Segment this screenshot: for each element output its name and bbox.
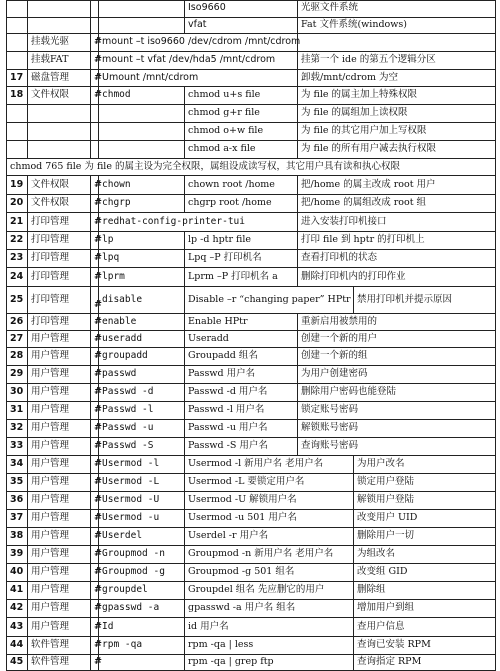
table-row bbox=[6, 232, 496, 250]
description-cell: 为 file 的其它用户加上写权限 bbox=[297, 123, 496, 140]
row-number: 35 bbox=[6, 474, 27, 491]
table-row bbox=[6, 314, 496, 331]
row-number: 20 bbox=[6, 195, 27, 212]
description-cell: Fat 文件系统(windows) bbox=[297, 18, 496, 33]
category-cell: 用户管理 bbox=[27, 384, 90, 401]
command-cell: lp bbox=[98, 232, 184, 249]
category-cell: 用户管理 bbox=[27, 564, 90, 581]
row-number: 31 bbox=[6, 402, 27, 419]
category-cell: 用户管理 bbox=[27, 438, 90, 455]
row-number: 32 bbox=[6, 420, 27, 437]
command-cell: gpasswd -a bbox=[98, 600, 184, 617]
category-cell bbox=[27, 123, 90, 140]
prompt-mark: # bbox=[90, 492, 98, 509]
row-number bbox=[6, 34, 27, 51]
command-cell: mount –t iso9660 /dev/cdrom /mnt/cdrom bbox=[98, 34, 297, 51]
command-cell: redhat-config-printer-tui bbox=[98, 213, 297, 231]
prompt-mark: # bbox=[90, 87, 98, 104]
row-number: 23 bbox=[6, 250, 27, 267]
category-cell: 文件权限 bbox=[27, 195, 90, 212]
table-row bbox=[6, 141, 496, 159]
prompt-mark: # bbox=[90, 176, 98, 194]
row-number: 19 bbox=[6, 176, 27, 194]
table-row bbox=[6, 366, 496, 384]
example-cell: chmod a-x file bbox=[184, 141, 297, 158]
description-cell: 挂第一个 ide 的第五个逻辑分区 bbox=[297, 52, 496, 69]
prompt-mark: # bbox=[90, 366, 98, 383]
table-row bbox=[6, 159, 496, 176]
table-row bbox=[6, 34, 496, 52]
example-cell: Passwd 用户名 bbox=[184, 366, 297, 383]
prompt-mark: # bbox=[90, 314, 98, 330]
prompt-mark: # bbox=[90, 600, 98, 617]
command-cell: Usermod -l bbox=[98, 456, 184, 473]
example-cell: Enable HPtr bbox=[184, 314, 297, 330]
example-cell: Groupdel 组名 先应删它的用户 bbox=[184, 582, 353, 599]
table-row bbox=[6, 456, 496, 474]
prompt-mark: # bbox=[90, 213, 98, 231]
example-cell: Passwd -l 用户名 bbox=[184, 402, 297, 419]
table-row bbox=[6, 492, 496, 510]
category-cell: 磁盘管理 bbox=[27, 70, 90, 86]
description-cell: 卸载/mnt/cdrom 为空 bbox=[297, 70, 496, 86]
row-number: 18 bbox=[6, 87, 27, 104]
row-number: 42 bbox=[6, 600, 27, 617]
example-cell: Usermod -u 501 用户名 bbox=[184, 510, 353, 527]
prompt-mark: # bbox=[90, 331, 98, 347]
description-cell: 进入安装打印机接口 bbox=[297, 213, 496, 231]
command-cell: chgrp bbox=[98, 195, 184, 212]
category-cell: 打印管理 bbox=[27, 268, 90, 286]
command-cell: passwd bbox=[98, 366, 184, 383]
row-number: 25 bbox=[6, 287, 27, 313]
category-cell bbox=[27, 0, 90, 17]
table-row bbox=[6, 70, 496, 87]
category-cell: 打印管理 bbox=[27, 232, 90, 249]
table-row bbox=[6, 176, 496, 195]
description-cell: 重新启用被禁用的 bbox=[297, 314, 496, 330]
row-number: 28 bbox=[6, 348, 27, 365]
table-row bbox=[6, 637, 496, 655]
category-cell: 用户管理 bbox=[27, 528, 90, 545]
command-cell: lpq bbox=[98, 250, 184, 267]
row-number: 29 bbox=[6, 366, 27, 383]
prompt-mark: # bbox=[90, 402, 98, 419]
example-cell: vfat bbox=[184, 18, 297, 33]
note-cell: 查用户信息 bbox=[353, 618, 496, 636]
example-cell: Passwd -u 用户名 bbox=[184, 420, 297, 437]
description-cell: 为 file 的属主加上特殊权限 bbox=[297, 87, 496, 104]
description-cell: 打印 file 到 hptr 的打印机上 bbox=[297, 232, 496, 249]
note-cell: 改变组 GID bbox=[353, 564, 496, 581]
row-number bbox=[6, 52, 27, 69]
prompt-mark: # bbox=[90, 655, 98, 670]
example-cell: chgrp root /home bbox=[184, 195, 297, 212]
command-cell bbox=[98, 105, 184, 122]
category-cell: 用户管理 bbox=[27, 366, 90, 383]
table-row bbox=[6, 546, 496, 564]
example-cell: chmod o+w file bbox=[184, 123, 297, 140]
command-cell bbox=[98, 18, 184, 33]
note-cell: 查询已安装 RPM bbox=[353, 637, 496, 654]
command-cell: disable bbox=[98, 287, 184, 313]
category-cell: 打印管理 bbox=[27, 287, 90, 313]
command-cell: rpm -qa bbox=[98, 637, 184, 654]
prompt-mark bbox=[90, 105, 98, 122]
category-cell: 用户管理 bbox=[27, 474, 90, 491]
prompt-mark: # bbox=[90, 232, 98, 249]
row-number bbox=[6, 18, 27, 33]
prompt-mark bbox=[90, 123, 98, 140]
description-cell: 删除打印机内的打印作业 bbox=[297, 268, 496, 286]
row-number: 45 bbox=[6, 655, 27, 670]
example-cell: Groupmod -n 新用户名 老用户名 bbox=[184, 546, 353, 563]
command-cell: lprm bbox=[98, 268, 184, 286]
category-cell bbox=[27, 141, 90, 158]
table-row bbox=[6, 331, 496, 348]
category-cell: 软件管理 bbox=[27, 655, 90, 670]
example-cell: rpm -qa | less bbox=[184, 637, 353, 654]
command-cell: Passwd -u bbox=[98, 420, 184, 437]
command-cell: Usermod -U bbox=[98, 492, 184, 509]
description-cell: 为 file 的属组加上读权限 bbox=[297, 105, 496, 122]
table-row bbox=[6, 384, 496, 402]
description-cell: 创建一个新的组 bbox=[297, 348, 496, 365]
prompt-mark bbox=[90, 141, 98, 158]
command-cell bbox=[98, 655, 184, 670]
row-number bbox=[6, 105, 27, 122]
prompt-mark: # bbox=[90, 250, 98, 267]
command-cell: Umount /mnt/cdrom bbox=[98, 70, 297, 86]
table-row bbox=[6, 438, 496, 456]
command-cell: Groupmod -g bbox=[98, 564, 184, 581]
example-cell: lp -d hptr file bbox=[184, 232, 297, 249]
row-number: 39 bbox=[6, 546, 27, 563]
prompt-mark: # bbox=[90, 564, 98, 581]
prompt-mark bbox=[90, 18, 98, 33]
prompt-mark: # bbox=[90, 268, 98, 286]
description-cell: 锁定账号密码 bbox=[297, 402, 496, 419]
row-number: 26 bbox=[6, 314, 27, 330]
table-row bbox=[6, 213, 496, 232]
category-cell: 用户管理 bbox=[27, 456, 90, 473]
category-cell: 打印管理 bbox=[27, 314, 90, 330]
category-cell: 用户管理 bbox=[27, 546, 90, 563]
table-row bbox=[6, 582, 496, 600]
category-cell: 用户管理 bbox=[27, 402, 90, 419]
note-cell: 为组改名 bbox=[353, 546, 496, 563]
prompt-mark: # bbox=[90, 195, 98, 212]
prompt-mark: # bbox=[90, 70, 98, 86]
full-width-note: chmod 765 file 为 file 的属主设为完全权限，属组设成读写权，其它用户具有读和执心权限 bbox=[6, 159, 496, 175]
command-cell: Usermod -u bbox=[98, 510, 184, 527]
example-cell: Groupmod -g 501 组名 bbox=[184, 564, 353, 581]
table-row bbox=[6, 600, 496, 618]
category-cell: 用户管理 bbox=[27, 348, 90, 365]
row-number: 41 bbox=[6, 582, 27, 599]
category-cell: 用户管理 bbox=[27, 582, 90, 599]
description-cell: 查看打印机的状态 bbox=[297, 250, 496, 267]
row-number: 37 bbox=[6, 510, 27, 527]
example-cell: Useradd bbox=[184, 331, 297, 347]
example-cell: Usermod -U 解锁用户名 bbox=[184, 492, 353, 509]
table-row bbox=[6, 268, 496, 287]
command-cell: chown bbox=[98, 176, 184, 194]
example-cell: Groupadd 组名 bbox=[184, 348, 297, 365]
category-cell: 用户管理 bbox=[27, 492, 90, 509]
category-cell: 用户管理 bbox=[27, 510, 90, 527]
table-row bbox=[6, 402, 496, 420]
prompt-mark: # bbox=[90, 287, 98, 313]
description-cell bbox=[297, 34, 496, 51]
description-cell: 为 file 的所有用户减去执行权限 bbox=[297, 141, 496, 158]
command-cell bbox=[98, 0, 184, 17]
table-row bbox=[6, 564, 496, 582]
note-cell: 增加用户到组 bbox=[353, 600, 496, 617]
example-cell: id 用户名 bbox=[184, 618, 353, 636]
category-cell bbox=[27, 105, 90, 122]
row-number: 38 bbox=[6, 528, 27, 545]
row-number: 21 bbox=[6, 213, 27, 231]
row-number bbox=[6, 123, 27, 140]
example-cell: Passwd -d 用户名 bbox=[184, 384, 297, 401]
note-cell: 锁定用户登陆 bbox=[353, 474, 496, 491]
table-row bbox=[6, 0, 496, 18]
description-cell: 把/home 的属主改成 root 用户 bbox=[297, 176, 496, 194]
table-row bbox=[6, 18, 496, 34]
prompt-mark: # bbox=[90, 420, 98, 437]
example-cell: Userdel -r 用户名 bbox=[184, 528, 353, 545]
command-cell: Usermod -L bbox=[98, 474, 184, 491]
row-number bbox=[6, 0, 27, 17]
table-row bbox=[6, 287, 496, 314]
row-number: 24 bbox=[6, 268, 27, 286]
row-number: 33 bbox=[6, 438, 27, 455]
table-row bbox=[6, 474, 496, 492]
prompt-mark: # bbox=[90, 618, 98, 636]
prompt-mark: # bbox=[90, 474, 98, 491]
example-cell: Iso9660 bbox=[184, 0, 297, 17]
command-cell bbox=[98, 123, 184, 140]
row-number: 36 bbox=[6, 492, 27, 509]
prompt-mark bbox=[90, 0, 98, 17]
category-cell: 打印管理 bbox=[27, 213, 90, 231]
row-number: 34 bbox=[6, 456, 27, 473]
command-cell: Userdel bbox=[98, 528, 184, 545]
command-cell: groupadd bbox=[98, 348, 184, 365]
row-number: 27 bbox=[6, 331, 27, 347]
category-cell: 软件管理 bbox=[27, 637, 90, 654]
description-cell: 删除用户密码也能登陆 bbox=[297, 384, 496, 401]
row-number: 43 bbox=[6, 618, 27, 636]
command-cell: enable bbox=[98, 314, 184, 330]
table-row bbox=[6, 250, 496, 268]
command-cell: useradd bbox=[98, 331, 184, 347]
example-cell: chmod g+r file bbox=[184, 105, 297, 122]
prompt-mark: # bbox=[90, 34, 98, 51]
row-number: 30 bbox=[6, 384, 27, 401]
prompt-mark: # bbox=[90, 348, 98, 365]
category-cell: 打印管理 bbox=[27, 250, 90, 267]
command-cell: Groupmod -n bbox=[98, 546, 184, 563]
prompt-mark: # bbox=[90, 528, 98, 545]
note-cell: 删除组 bbox=[353, 582, 496, 599]
description-cell: 查询账号密码 bbox=[297, 438, 496, 455]
command-cell: Passwd -l bbox=[98, 402, 184, 419]
description-cell: 把/home 的属组改成 root 组 bbox=[297, 195, 496, 212]
category-cell bbox=[27, 18, 90, 33]
description-cell: 创建一个新的用户 bbox=[297, 331, 496, 347]
note-cell: 为用户改名 bbox=[353, 456, 496, 473]
table-row bbox=[6, 528, 496, 546]
row-number: 22 bbox=[6, 232, 27, 249]
example-cell: Passwd -S 用户名 bbox=[184, 438, 297, 455]
example-cell: rpm -qa | grep ftp bbox=[184, 655, 353, 670]
row-number bbox=[6, 141, 27, 158]
category-cell: 用户管理 bbox=[27, 420, 90, 437]
table-row bbox=[6, 420, 496, 438]
category-cell: 挂载光驱 bbox=[27, 34, 90, 51]
command-cell: mount –t vfat /dev/hda5 /mnt/cdrom bbox=[98, 52, 297, 69]
category-cell: 挂载FAT bbox=[27, 52, 90, 69]
example-cell: Disable –r “changing paper” HPtr bbox=[184, 287, 353, 313]
prompt-mark: # bbox=[90, 52, 98, 69]
category-cell: 用户管理 bbox=[27, 600, 90, 617]
row-number: 17 bbox=[6, 70, 27, 86]
command-cell: Passwd -d bbox=[98, 384, 184, 401]
table-row bbox=[6, 510, 496, 528]
command-reference-table bbox=[6, 0, 496, 671]
example-cell: Usermod -L 要锁定用户名 bbox=[184, 474, 353, 491]
table-row bbox=[6, 348, 496, 366]
note-cell: 删除用户一切 bbox=[353, 528, 496, 545]
table-row bbox=[6, 195, 496, 213]
note-cell: 解锁用户登陆 bbox=[353, 492, 496, 509]
prompt-mark: # bbox=[90, 546, 98, 563]
prompt-mark: # bbox=[90, 582, 98, 599]
example-cell: Lprm –P 打印机名 a bbox=[184, 268, 297, 286]
table-row bbox=[6, 87, 496, 105]
table-row bbox=[6, 105, 496, 123]
command-cell: Id bbox=[98, 618, 184, 636]
prompt-mark: # bbox=[90, 456, 98, 473]
command-cell: Passwd -S bbox=[98, 438, 184, 455]
note-cell: 禁用打印机并提示原因 bbox=[353, 287, 496, 313]
category-cell: 文件权限 bbox=[27, 87, 90, 104]
table-row bbox=[6, 618, 496, 637]
prompt-mark: # bbox=[90, 438, 98, 455]
example-cell: Lpq –P 打印机名 bbox=[184, 250, 297, 267]
table-row bbox=[6, 52, 496, 70]
note-cell: 改变用户 UID bbox=[353, 510, 496, 527]
example-cell: chown root /home bbox=[184, 176, 297, 194]
note-cell: 查询指定 RPM bbox=[353, 655, 496, 670]
prompt-mark: # bbox=[90, 637, 98, 654]
example-cell: chmod u+s file bbox=[184, 87, 297, 104]
command-cell bbox=[98, 141, 184, 158]
command-cell: groupdel bbox=[98, 582, 184, 599]
description-cell: 解锁账号密码 bbox=[297, 420, 496, 437]
prompt-mark: # bbox=[90, 510, 98, 527]
example-cell: Usermod -l 新用户名 老用户名 bbox=[184, 456, 353, 473]
category-cell: 用户管理 bbox=[27, 618, 90, 636]
category-cell: 用户管理 bbox=[27, 331, 90, 347]
description-cell: 为用户创建密码 bbox=[297, 366, 496, 383]
description-cell: 光驱文件系统 bbox=[297, 0, 496, 17]
example-cell: gpasswd -a 用户名 组名 bbox=[184, 600, 353, 617]
prompt-mark: # bbox=[90, 384, 98, 401]
table-row bbox=[6, 123, 496, 141]
table-row bbox=[6, 655, 496, 671]
category-cell: 文件权限 bbox=[27, 176, 90, 194]
command-cell: chmod bbox=[98, 87, 184, 104]
row-number: 40 bbox=[6, 564, 27, 581]
row-number: 44 bbox=[6, 637, 27, 654]
